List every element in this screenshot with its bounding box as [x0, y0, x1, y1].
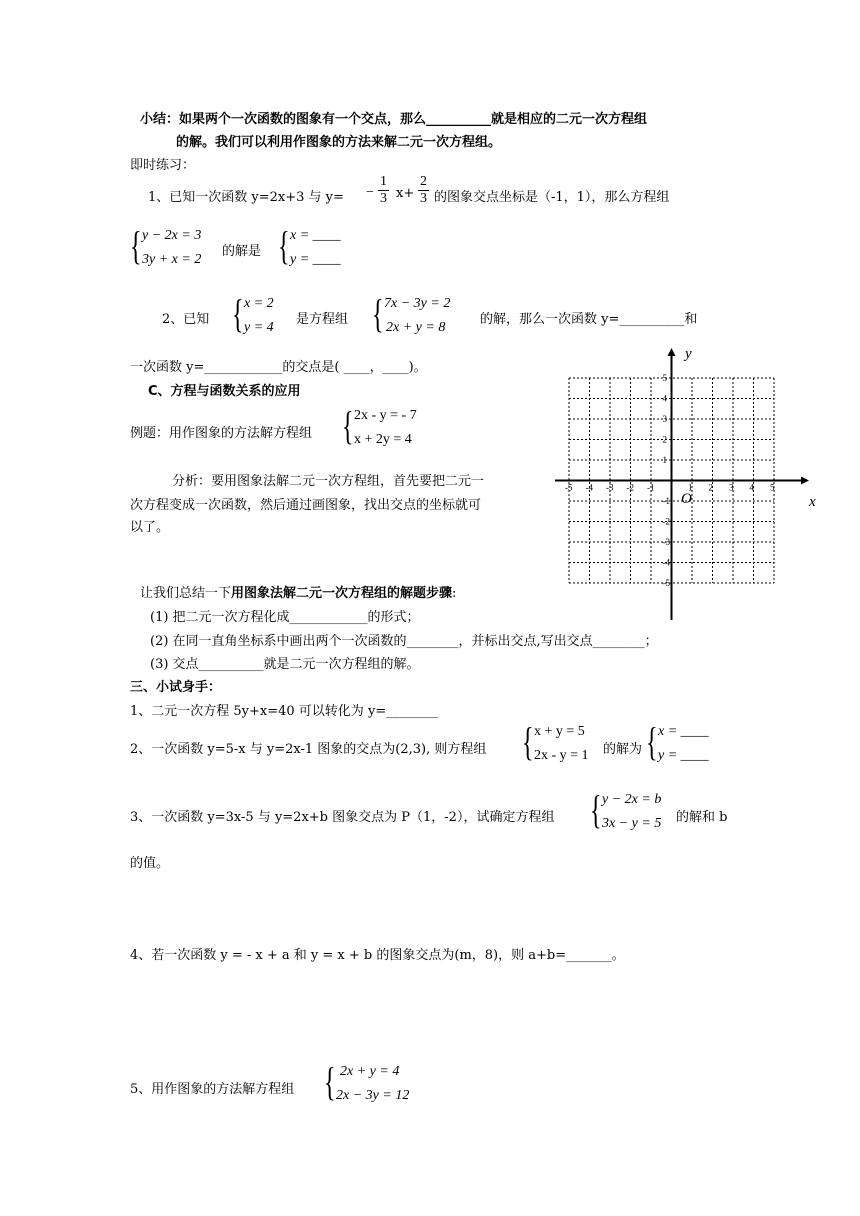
p1-frac2-den: 3: [420, 191, 427, 206]
p2-middle: 是方程组: [296, 312, 349, 327]
q5-eq2: 2x − 3y = 12: [336, 1088, 410, 1103]
section-3-title: 三、小试身手：: [130, 680, 222, 695]
y-tick-label: -3: [662, 537, 670, 547]
p2-e1: 7x − 3y = 2: [384, 296, 451, 311]
x-tick-label: -1: [647, 482, 655, 493]
x-tick-label: 1: [688, 482, 693, 493]
y-tick-label: -2: [662, 516, 670, 527]
step-1: (1) 把二元一次方程化成____________的形式；: [150, 610, 420, 625]
p2-s2: y = 4: [244, 320, 274, 335]
left-brace-icon: {: [232, 291, 244, 336]
q2-ans-x: x = ____: [658, 724, 709, 739]
p1-after: 的图象交点坐标是（-1，1），那么方程组: [434, 190, 670, 205]
example-label: 例题：用作图象的方法解方程组: [130, 426, 313, 441]
y-tick-label: -5: [662, 578, 670, 588]
q2-ans-y: y = ____: [658, 748, 709, 763]
step-2: (2) 在同一直角坐标系中画出两个一次函数的________，并标出交点,写出交点________；: [150, 634, 658, 649]
x-tick-label: -4: [585, 482, 593, 493]
p1-frac1-den: 3: [380, 191, 387, 206]
x-axis-arrow-icon: [801, 477, 809, 485]
p1-ans-x: x = ____: [290, 228, 341, 243]
p1-fraction-1: [378, 174, 389, 207]
p1-solution-label: 的解是: [222, 244, 262, 259]
summary-line-1: 小结：如果两个一次函数的图象有一个交点，那么__________就是相应的二元一次方程组: [140, 112, 648, 127]
y-tick-label: 1: [662, 455, 667, 465]
q2-mid: 的解为: [603, 742, 643, 757]
p1-fraction-2: [418, 174, 429, 207]
y-axis-arrow-icon: [668, 348, 676, 356]
p2-prefix: 2、已知: [162, 312, 210, 327]
x-axis-label: x: [809, 494, 816, 510]
y-tick-label: 5: [662, 373, 667, 383]
x-tick-label: 4: [749, 482, 754, 493]
y-axis-label: y: [685, 346, 692, 362]
steps-intro: [140, 582, 456, 601]
q4: 4、若一次函数 y = - x + a 和 y = x + b 的图象交点为(m，8)，则 a+b=_______。: [130, 948, 625, 963]
origin-label: O: [681, 491, 692, 507]
q3-text: 3、一次函数 y=3x-5 与 y=2x+b 图象交点为 P（1，-2），试确定方程组: [130, 810, 555, 825]
steps-intro-bold: 用图象法解二元一次方程组的解题步骤: [231, 586, 453, 601]
x-tick-label: -3: [606, 482, 614, 493]
p1-eq2: 3y + x = 2: [142, 252, 202, 267]
left-brace-icon: {: [130, 223, 142, 268]
p2-suffix: 的解，那么一次函数 y=__________和: [480, 312, 698, 327]
x-tick-label: 5: [770, 482, 775, 493]
left-brace-icon: {: [278, 223, 290, 268]
q2-eq2: 2x - y = 1: [534, 748, 589, 763]
y-tick-label: -4: [662, 557, 670, 568]
q3-eq2: 3x − y = 5: [602, 816, 662, 831]
p1-eq1: y − 2x = 3: [142, 228, 202, 243]
left-brace-icon: {: [646, 719, 658, 764]
left-brace-icon: {: [324, 1059, 336, 1104]
x-tick-label: 3: [729, 482, 734, 493]
y-tick-label: 3: [662, 414, 667, 424]
p1-mid: x+: [396, 186, 415, 201]
p1-frac2-num: 2: [420, 174, 427, 189]
y-tick-label: 4: [662, 393, 667, 404]
left-brace-icon: {: [342, 403, 354, 448]
q3-eq1: y − 2x = b: [602, 792, 662, 807]
q2-eq1: x + y = 5: [534, 724, 585, 739]
coordinate-grid: [555, 340, 825, 625]
q3-line2: 的值。: [130, 856, 170, 871]
summary-line-2: 的解。我们可以利用作图象的方法来解二元一次方程组。: [176, 135, 502, 150]
practice-title: 即时练习：: [130, 158, 196, 173]
left-brace-icon: {: [372, 291, 384, 336]
p2-line2: 一次函数 y=____________的交点是( ____，____)。: [130, 360, 427, 375]
analysis-line-1: 分析：要用图象法解二元一次方程组，首先要把二元一: [172, 474, 485, 489]
p2-e2: 2x + y = 8: [386, 320, 446, 335]
y-tick-label: -1: [662, 496, 670, 506]
q5-eq1: 2x + y = 4: [340, 1064, 400, 1079]
example-eq2: x + 2y = 4: [354, 432, 412, 447]
left-brace-icon: {: [522, 719, 534, 764]
example-eq1: 2x - y = - 7: [354, 408, 417, 423]
q1: 1、二元一次方程 5y+x=40 可以转化为 y=________: [130, 704, 439, 719]
p1-before: 1、已知一次函数 y=2x+3 与 y=: [148, 190, 344, 205]
steps-intro-plain: 让我们总结一下: [140, 586, 232, 601]
analysis-line-2: 次方程变成一次函数，然后通过画图象，找出交点的坐标就可: [130, 498, 482, 513]
left-brace-icon: {: [590, 787, 602, 832]
p1-ans-y: y = ____: [290, 252, 341, 267]
x-tick-label: -2: [626, 482, 634, 493]
x-tick-label: -5: [565, 482, 573, 493]
steps-intro-colon: :: [452, 586, 457, 601]
q2-text: 2、一次函数 y=5-x 与 y=2x-1 图象的交点为(2,3), 则方程组: [130, 742, 487, 757]
p2-s1: x = 2: [244, 296, 274, 311]
p1-minus: −: [366, 185, 374, 200]
q3-after: 的解和 b: [676, 810, 728, 825]
step-3: (3) 交点__________就是二元一次方程组的解。: [150, 657, 420, 672]
q5-text: 5、用作图象的方法解方程组: [130, 1082, 295, 1097]
analysis-line-3: 以了。: [130, 520, 170, 535]
section-c-title: C、方程与函数关系的应用: [148, 384, 301, 399]
x-tick-label: 2: [708, 482, 713, 493]
p1-frac1-num: 1: [380, 174, 387, 189]
y-tick-label: 2: [662, 434, 667, 445]
